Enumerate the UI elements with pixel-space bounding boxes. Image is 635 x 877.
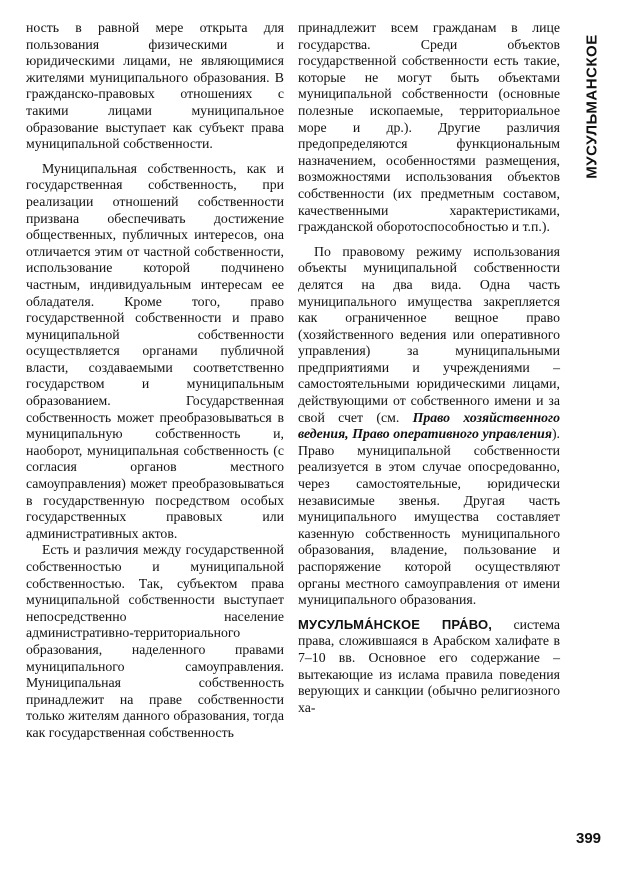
left-column <box>26 20 284 742</box>
right-column <box>298 20 560 716</box>
left-paragraph-2: Муниципальная собственность, как и государственная собственность, при реализации отношений собственности призвана обеспечивать достижение общественных, публичных интересов, она отличается этим от частной собственности, использование которой подчинено частным, индивидуальным интересам ее обладателя. Кроме того, право государственной собственности и право муниципальной собственности осуществляется органами публичной власти, создаваемыми соответственно государством и муниципальным образованием. Государственная собственность может преобразовываться в муниципальную собственность и, наоборот, муниципальная собственность (с согласия органов местного самоуправления) может преобразовываться в государственную посредством особых государственных правовых или административных актов. <box>26 160 284 541</box>
right-paragraph-1: принадлежит всем гражданам в лице государства. Среди объектов государственной собственности есть такие, которые не могут быть объектами муниципальной собственности (основные полезные ископаемые, территориальное море и др.). Другие различия предопределяются функциональным назначением, особенностями размещения, возможностями использования объектов собственности (их предметным составом, качественными характеристиками, гражданской оборотоспособностью и т.п.). <box>298 20 560 235</box>
cross-reference-link[interactable]: Право хозяйственного ведения, Право оперативного управления <box>298 409 560 442</box>
entry-headword: МУСУЛЬМА́НСКОЕ ПРА́ВО, <box>298 616 493 632</box>
left-paragraph-1: ность в равной мере открыта для пользования физическими и юридическими лицами, не являющимися жителями муниципального образования. В гражданско-правовых отношениях с такими лицами муниципальное образование выступает как субъект права муниципальной собственности. <box>26 20 284 152</box>
entry-definition: система права, сложившаяся в Арабском халифате в 7–10 вв. Основное его содержание – вытекающие из ислама правила поведения верующих и санкции (обычно религиозного ха- <box>298 616 560 715</box>
running-header <box>575 16 609 196</box>
right-paragraph-2-text-b: ). Право муниципальной собственности реализуется в этом случае опосредованно, через самостоятельные, юридически независимые звенья. Другая часть муниципального имущества составляет казенную собственность муниципального образования, владение, пользование и распоряжение которой осуществляют органы местного самоуправления от имени муниципального образования. <box>298 426 560 608</box>
right-paragraph-2-text-a: По правовому режиму использования объекты муниципальной собственности делятся на два вида. Одна часть муниципального имущества закрепляется как ограниченное вещное право (хозяйственного ведения или оперативного управления) за муниципальными предприятиями и учреждениями – самостоятельными юридическими лицами, действующими от собственного имени и за свой счет (см. <box>298 243 560 425</box>
right-paragraph-2 <box>298 244 560 609</box>
dictionary-entry <box>298 617 560 717</box>
running-header-text: МУСУЛЬМАНСКОЕ <box>583 33 601 179</box>
left-paragraph-3: Есть и различия между государственной собственностью и муниципальной собственностью. Так, субъектом права муниципальной собственности выступает непосредственно население административно-территориального образования, наделенного правами муниципального самоуправления. Муниципальная собственность принадлежит на праве собственности только жителям данного образования, тогда как государственная собственность <box>26 542 284 740</box>
page-number: 399 <box>576 830 602 847</box>
